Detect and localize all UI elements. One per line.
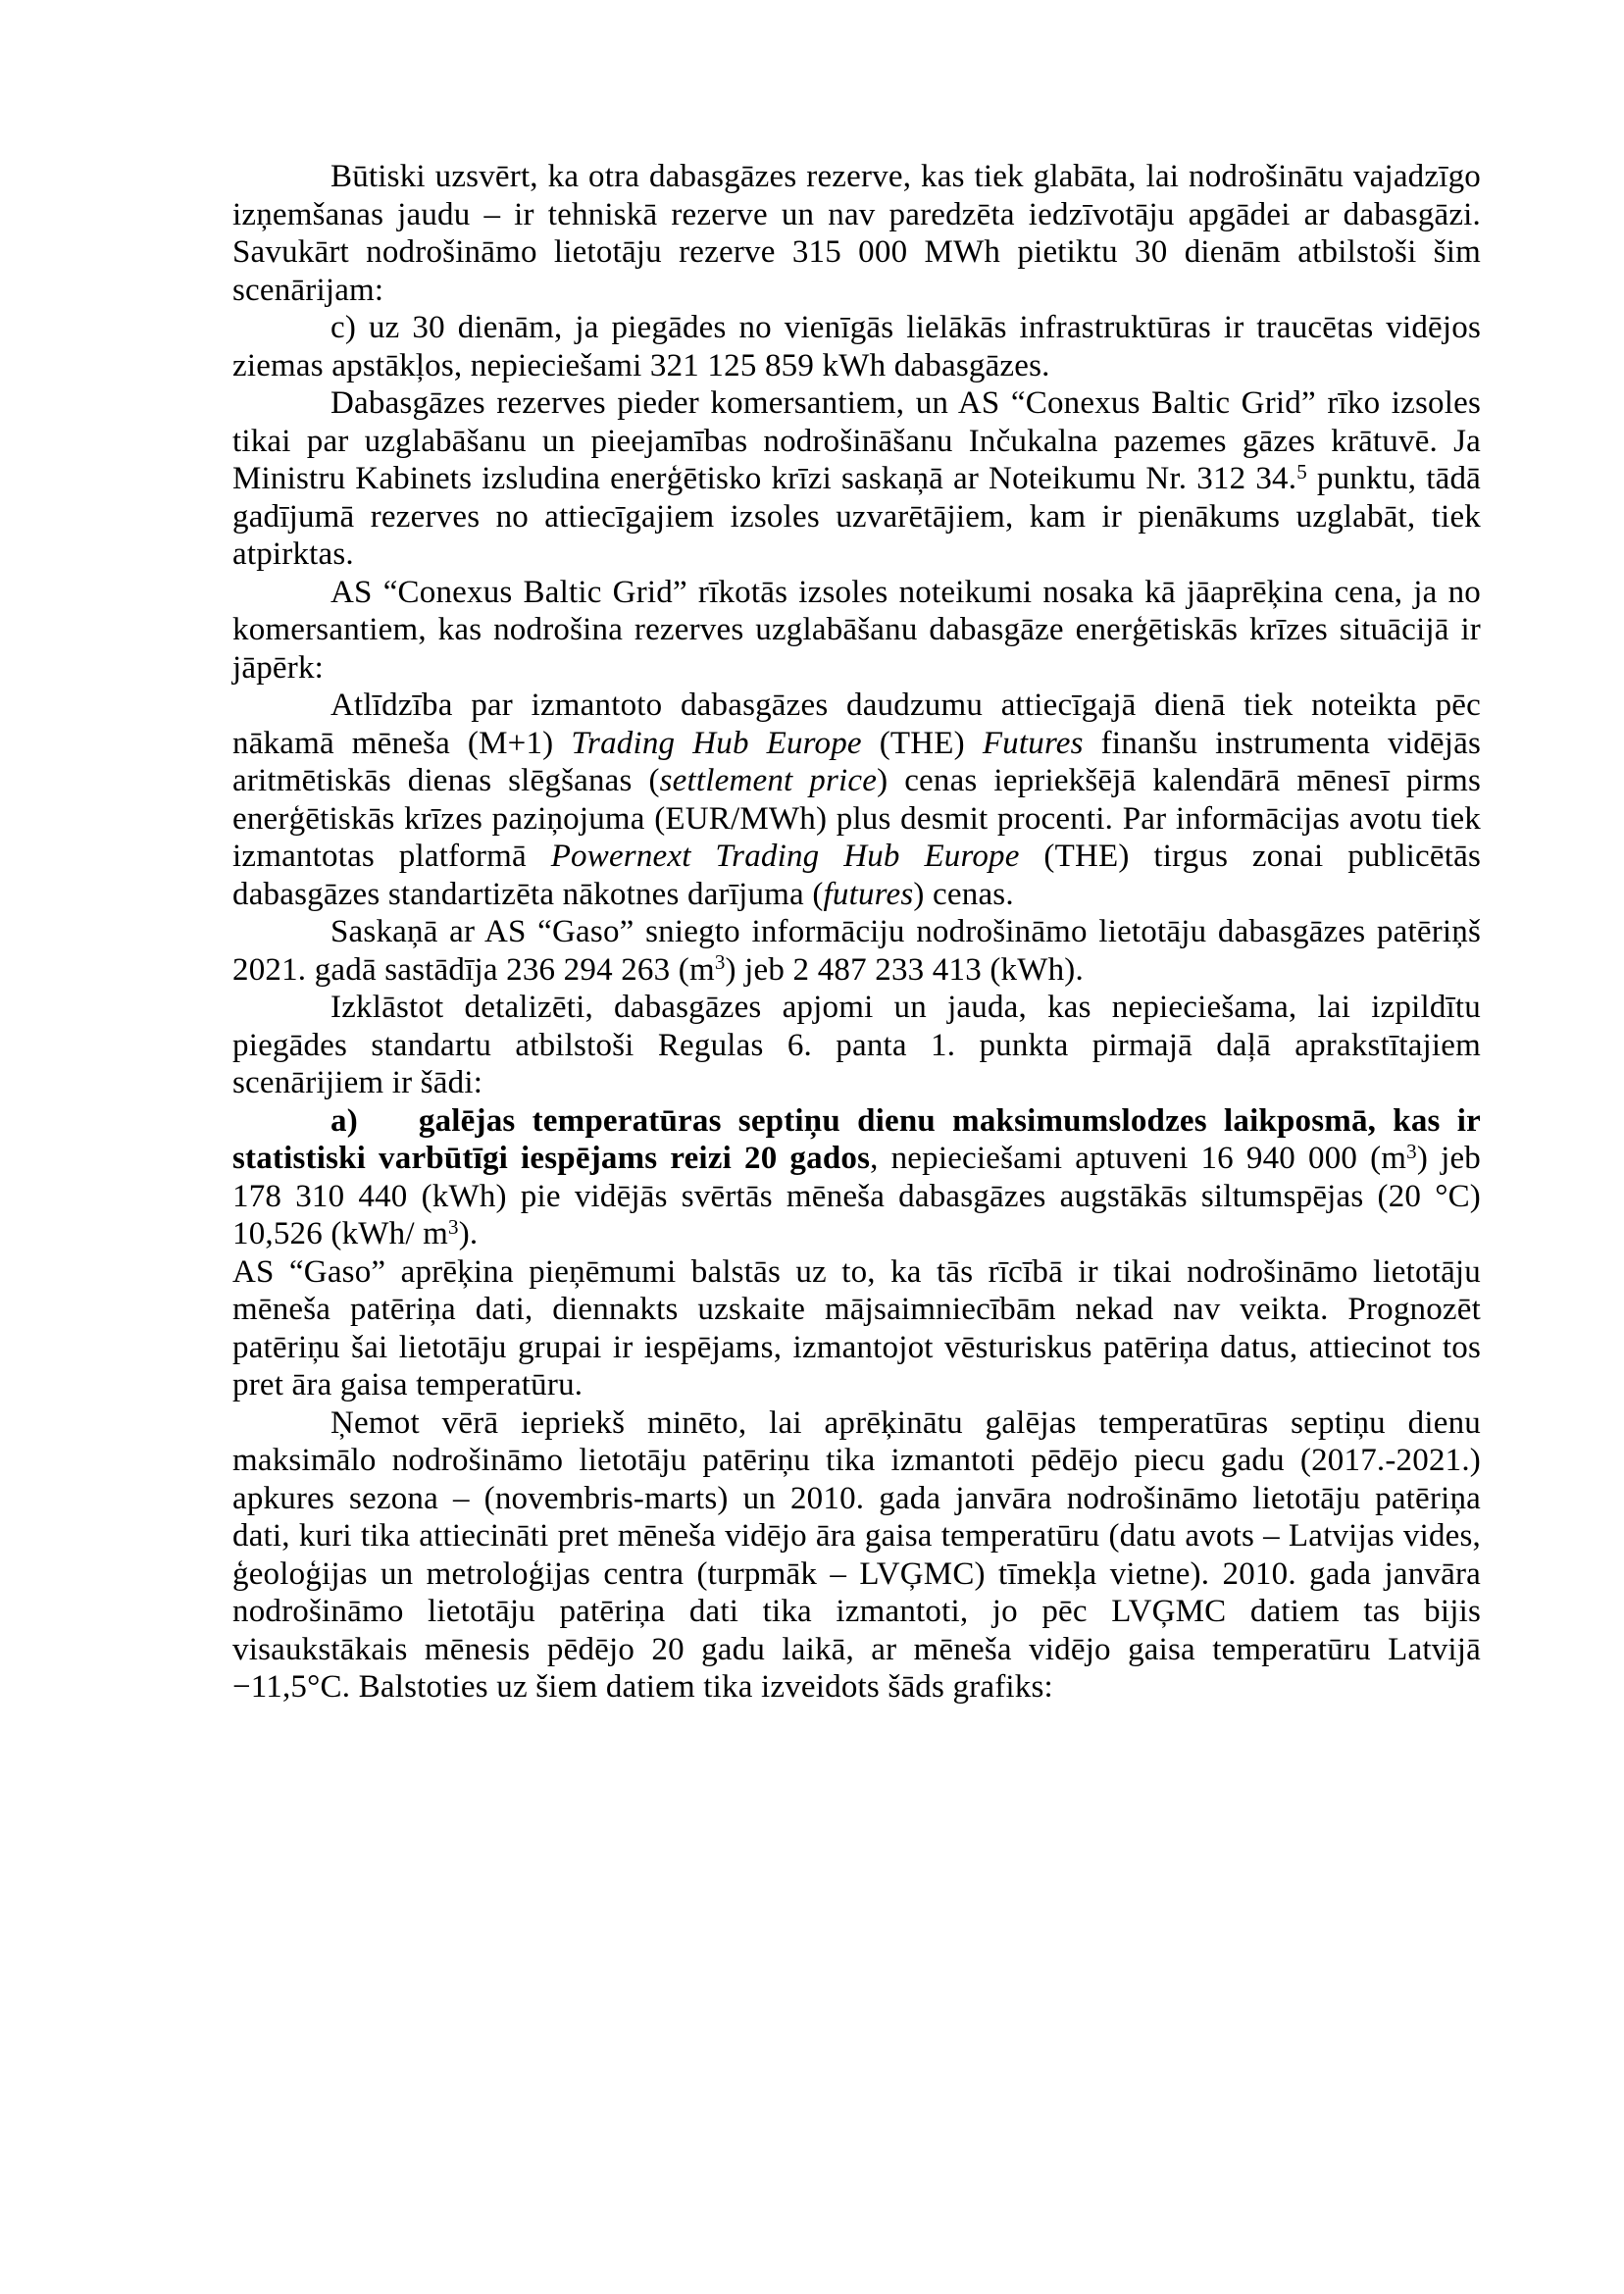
paragraph	[232, 384, 1481, 574]
text-run: ) jeb 2 487 233 413 (kWh).	[725, 951, 1084, 988]
text-run: 3	[448, 1214, 459, 1239]
text-run: ) cenas.	[913, 876, 1014, 912]
document-body	[232, 158, 1481, 1707]
text-run: ) cenas iepriekšējā kalendārā mēnesī pirms enerģētiskās krīzes paziņojuma (EUR/MWh) plus desmit procenti. Par informācijas avotu tiek izmantotas platformā	[232, 763, 1482, 874]
text-run: Dabasgāzes rezerves pieder komersantiem, un AS “Conexus Baltic Grid” rīko izsoles tikai par uzglabāšanu un pieejamības nodrošināšanu Inčukalna pazemes gāzes krātuvē. Ja Ministru Kabinets izsludina enerģētisko krīzi saskaņā ar Noteikumu Nr. 312 34.	[232, 385, 1481, 496]
text-run: 3	[714, 950, 726, 974]
text-run: Atlīdzība par izmantoto dabasgāzes daudzumu attiecīgajā dienā tiek noteikta pēc nākamā mēneša (M+1)	[232, 688, 1481, 761]
text-run: ) jeb 178 310 440 (kWh) pie vidējās svērtās mēneša dabasgāzes augstākās siltumspējas (20 °C) 10,526 (kWh/ m	[232, 1141, 1481, 1251]
text-run: (THE) tirgus zonai publicētās dabasgāzes standartizēta nākotnes darījuma (	[232, 839, 1482, 912]
text-run: (THE)	[861, 725, 983, 761]
text-run: 5	[1296, 459, 1307, 484]
paragraph	[232, 1253, 1481, 1404]
paragraph	[232, 158, 1481, 309]
text-run: Saskaņā ar AS “Gaso” sniegto informāciju nodrošināmo lietotāju dabasgāzes patēriņš 2021. gadā sastādīja 236 294 263 (m	[232, 914, 1481, 988]
paragraph	[232, 309, 1481, 384]
text-run: Powernext Trading Hub Europe	[550, 839, 1020, 874]
text-run: AS “Gaso” aprēķina pieņēmumi balstās uz to, ka tās rīcībā ir tikai nodrošināmo lietotāju mēneša patēriņa dati, diennakts uzskaite mājsaimniecībām nekad nav veikta. Prognozēt patēriņu šai lietotāju grupai ir iespējams, izmantojot vēsturiskus patēriņa datus, attiecinot tos pret āra gaisa temperatūru.	[232, 1253, 1481, 1402]
text-run: Būtiski uzsvērt, ka otra dabasgāzes rezerve, kas tiek glabāta, lai nodrošinātu vajadzīgo izņemšanas jaudu – ir tehniskā rezerve un nav paredzēta iedzīvotāju apgādei ar dabasgāzi. Savukārt nodrošināmo lietotāju rezerve 315 000 MWh pietiktu 30 dienām atbilstoši šim scenārijam:	[232, 159, 1481, 308]
text-run: Izklāstot detalizēti, dabasgāzes apjomi un jauda, kas nepieciešama, lai izpildītu piegādes standartu atbilstoši Regulas 6. panta 1. punkta pirmajā daļā aprakstītajiem scenārijiem ir šādi:	[232, 990, 1481, 1100]
text-run: ).	[458, 1216, 479, 1251]
text-run: futures	[823, 876, 914, 912]
text-run: Ņemot vērā iepriekš minēto, lai aprēķinātu galējas temperatūras septiņu dienu maksimālo nodrošināmo lietotāju patēriņu tika izmantoti pēdējo piecu gadu (2017.-2021.) apkures sezona – (novembris-marts) un 2010. gada janvāra nodrošināmo lietotāju patēriņa dati, kuri tika attiecināti pret mēneša vidējo āra gaisa temperatūru (datu avots – Latvijas vides, ģeoloģijas un metroloģijas centra (turpmāk – LVĢMC) tīmekļa vietne). 2010. gada janvāra nodrošināmo lietotāju patēriņa dati tika izmantoti, jo pēc LVĢMC datiem tas bijis visaukstākais mēnesis pēdējo 20 gadu laikā, ar mēneša vidējo gaisa temperatūru Latvijā −11,5°C. Balstoties uz šiem datiem tika izveidots šāds grafiks:	[232, 1404, 1481, 1705]
paragraph	[232, 913, 1481, 989]
paragraph	[232, 574, 1481, 688]
text-run: punktu, tādā gadījumā rezerves no attiecīgajiem izsoles uzvarētājiem, kam ir pienākums uzglabāt, tiek atpirktas.	[232, 461, 1481, 572]
paragraph	[232, 687, 1481, 913]
text-run: Trading Hub Europe	[571, 725, 862, 761]
text-run: 3	[1406, 1139, 1417, 1163]
text-run: AS “Conexus Baltic Grid” rīkotās izsoles noteikumi nosaka kā jāaprēķina cena, ja no komersantiem, kas nodrošina rezerves uzglabāšanu dabasgāze enerģētiskās krīzes situācijā ir jāpērk:	[232, 574, 1481, 686]
paragraph	[232, 989, 1481, 1102]
paragraph	[232, 1102, 1481, 1253]
paragraph	[232, 1404, 1481, 1707]
text-run: galējas temperatūras septiņu dienu maksimumslodzes laikposmā, kas ir statistiski varbūtīgi iespējams reizi 20 gados	[232, 1102, 1481, 1176]
text-run: finanšu instrumenta vidējās aritmētiskās dienas slēgšanas (	[232, 725, 1481, 798]
text-run: settlement price	[659, 763, 878, 798]
text-run: Futures	[982, 725, 1084, 761]
text-run: c) uz 30 dienām, ja piegādes no vienīgās lielākās infrastruktūras ir traucētas vidējos ziemas apstākļos, nepieciešami 321 125 859 kWh dabasgāzes.	[232, 310, 1481, 383]
text-run: , nepieciešami aptuveni 16 940 000 (m	[870, 1141, 1407, 1176]
text-run: a)	[330, 1102, 358, 1139]
